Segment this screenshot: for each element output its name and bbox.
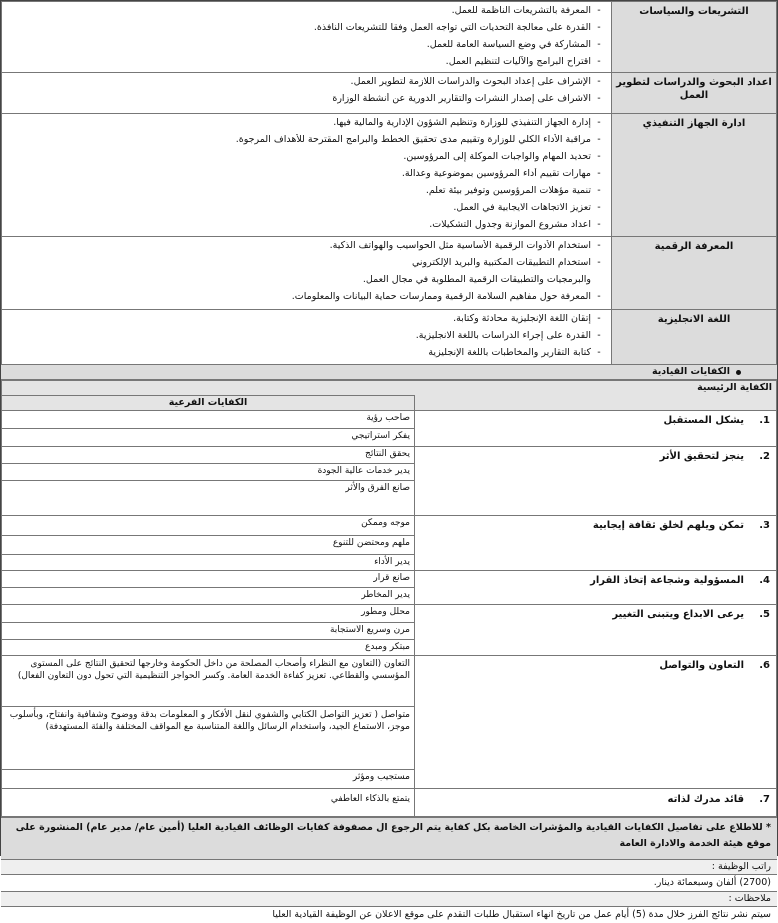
list-item: - مهارات تقييم أداء المرؤوسين بموضوعية وعدالة. (401, 167, 601, 179)
sub-competency: متواصل ( تعزيز التواصل الكتابي والشفوي لنقل الأفكار و المعلومات بدقة ووضوح وشفافية وانفتاح، وبأسلوب موجز، الاستماع الجيد، واستخدام الرسائل واللغة المتناسبة مع المواقف المختلفة والفئة المستهدفة) (2, 706, 415, 769)
list-item: - المعرفة بالتشريعات الناظمة للعمل. (451, 4, 601, 16)
list-item: - الإشراف على إعداد البحوث والدراسات اللازمة لتطوير العمل. (350, 75, 601, 87)
section-heading: ادارة الجهاز التنفيذي (612, 114, 777, 237)
list-item: - إتقان اللغة الإنجليزية محادثة وكتابة. (453, 312, 601, 324)
section-row-digital (2, 237, 777, 310)
table-row (2, 604, 777, 622)
core-column-header: الكفاية الرئيسية (2, 381, 777, 396)
salary-value: (2700) ألفان وسبعمائة دينار. (1, 874, 777, 891)
section-heading: المعرفة الرقمية (612, 237, 777, 310)
sub-competency: يحقق النتائج (2, 447, 415, 464)
sub-column-header: الكفايات الفرعية (2, 396, 415, 411)
leadership-section-title (1, 365, 777, 380)
core-competency: 4.المسؤولية وشجاعة إتخاذ القرار (415, 571, 777, 604)
list-item: - إدارة الجهاز التنفيذي للوزارة وتنظيم الشؤون الإدارية والمالية فيها. (333, 116, 601, 128)
core-competency: 1.يشكل المستقبل (415, 411, 777, 447)
core-competency: 6.التعاون والتواصل (415, 655, 777, 788)
list-item: - الاشراف على إصدار النشرات والتقارير الدورية عن أنشطة الوزارة (332, 92, 601, 104)
list-item: - القدرة على معالجة التحديات التي تواجه العمل وفقا للتشريعات النافذة. (313, 21, 601, 33)
list-item: والبرمجيات والتطبيقات الرقمية المطلوبة في مجال العمل. (362, 273, 591, 285)
sub-competency: محلل ومطور (2, 604, 415, 622)
core-competency: 5.يرعى الابداع ويتبنى التغيير (415, 604, 777, 655)
section-items (2, 2, 612, 73)
list-item: - كتابة التقارير والمخاطبات باللغة الإنجليزية (428, 346, 601, 358)
list-item: - تنمية مؤهلات المرؤوسين وتوفير بيئة تعلم. (425, 184, 601, 196)
top-requirements-table (1, 1, 777, 365)
table-row (2, 411, 777, 429)
details-note: * للاطلاع على تفاصيل الكفايات القيادية والمؤشرات الخاصة بكل كفاية يتم الرجوع ال مصفوفة كفايات الوظائف القيادية العليا (أمين عام/ مدير عام) المنشورة على موقع هيئة الخدمة والادارة العامة (1, 817, 777, 859)
sub-competency: التعاون (التعاون مع النظراء وأصحاب المصلحة من داخل الحكومة وخارجها لتحقيق النتائج على المستوى المؤسسي والقطاعي. تعزيز كفاءة الخدمة العامة. وكسر الحواجز التنظيمية التي تحول دون التعاون الفعال) (2, 655, 415, 706)
leadership-header-sub (2, 396, 777, 411)
list-item: - المشاركة في وضع السياسة العامة للعمل. (426, 38, 601, 50)
list-item: - القدرة على إجراء الدراسات باللغة الانجليزية. (415, 329, 601, 341)
leadership-header-core (2, 381, 777, 396)
table-row (2, 571, 777, 587)
sub-competency: مستجيب ومؤثر (2, 769, 415, 788)
table-row (2, 447, 777, 464)
table-row (2, 788, 777, 816)
section-items (2, 114, 612, 237)
salary-label: راتب الوظيفة : (1, 859, 777, 874)
list-item: - مراقبة الأداء الكلي للوزارة وتقييم مدى تحقيق الخطط والبرامج المقترحة للأهداف المرجوة. (235, 133, 601, 145)
core-competency: 2.ينجز لتحقيق الأثر (415, 447, 777, 516)
core-competency: 3.تمكن ويلهم لخلق ثقافة إيجابية (415, 516, 777, 571)
core-competency: 7.قائد مدرك لذاته (415, 788, 777, 816)
table-row (2, 655, 777, 706)
section-items (2, 73, 612, 114)
section-heading: اللغة الانجليزية (612, 310, 777, 365)
sub-competency: موجه وممكن (2, 516, 415, 536)
bullet-icon (736, 370, 741, 375)
table-row (2, 516, 777, 536)
sub-competency: يتمتع بالذكاء العاطفي (2, 788, 415, 816)
sub-competency: يدير المخاطر (2, 587, 415, 604)
section-row-legislation (2, 2, 777, 73)
list-item: - اعداد مشروع الموازنة وجدول التشكيلات. (429, 218, 601, 230)
list-item: - اقتراح البرامج والآليات لتنظيم العمل. (445, 55, 601, 67)
sub-competency: يدير خدمات عالية الجودة (2, 464, 415, 481)
leadership-table (1, 380, 777, 817)
sub-competency: يفكر استراتيجي (2, 429, 415, 447)
list-item: - المعرفة حول مفاهيم السلامة الرقمية وممارسات حماية البيانات والمعلومات. (291, 290, 601, 302)
section-row-research (2, 73, 777, 114)
section-row-executive (2, 114, 777, 237)
sub-competency: صاحب رؤية (2, 411, 415, 429)
list-item: - استخدام التطبيقات المكتبية والبريد الإلكتروني (411, 256, 601, 268)
sub-competency: صانع الفرق والأثر (2, 481, 415, 516)
list-item: - تحديد المهام والواجبات الموكلة إلى المرؤوسين. (403, 150, 601, 162)
list-item: - تعزيز الاتجاهات الايجابية في العمل. (453, 201, 601, 213)
section-items (2, 237, 612, 310)
notes-label: ملاحظات : (1, 891, 777, 906)
notes-value: سيتم نشر نتائج الفرز خلال مدة (5) أيام عمل من تاريخ انهاء استقبال طلبات التقدم على موقع الاعلان عن الوظيفة القيادية العليا (1, 906, 777, 923)
section-heading: التشريعات والسياسات (612, 2, 777, 73)
leadership-title: الكفايات القيادية (651, 366, 730, 378)
section-heading: اعداد البحوث والدراسات لتطوير العمل (612, 73, 777, 114)
list-item: - استخدام الأدوات الرقمية الأساسية مثل الحواسيب والهواتف الذكية. (329, 239, 601, 251)
section-items (2, 310, 612, 365)
sub-competency: صانع قرار (2, 571, 415, 587)
sub-competency: مبتكر ومبدع (2, 639, 415, 655)
sub-competency: ملهم ومحتضن للتنوع (2, 536, 415, 555)
sub-competency: مرن وسريع الاستجابة (2, 622, 415, 639)
sub-competency: يدير الأداء (2, 555, 415, 571)
section-row-english (2, 310, 777, 365)
core-column-blank (415, 396, 777, 411)
